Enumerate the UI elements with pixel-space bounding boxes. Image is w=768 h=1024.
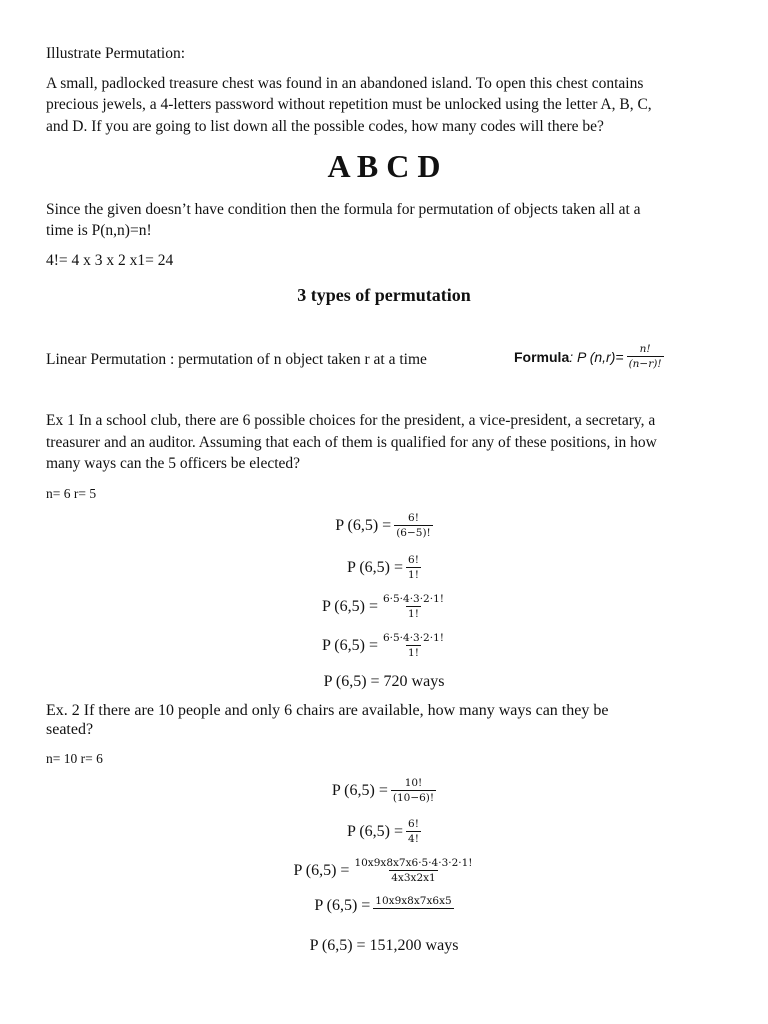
- step-lhs: P (6,5) =: [322, 597, 378, 615]
- ex2-step-1: [0, 777, 768, 804]
- step-denominator: 4x3x2x1: [391, 872, 436, 884]
- ex1-line-1: Ex 1 In a school club, there are 6 possible choices for the president, a vice-president, a secretary, a: [46, 412, 656, 429]
- problem-line-3: and D. If you are going to list down all the possible codes, how many codes will there be?: [46, 118, 604, 135]
- ex2-line-1: Ex. 2 If there are 10 people and only 6 chairs are available, how many ways can they be: [46, 702, 609, 719]
- step-numerator: 6!: [408, 512, 419, 524]
- ex2-step-4: [0, 897, 768, 915]
- step-fraction: [373, 895, 453, 909]
- step-fraction: [406, 554, 421, 581]
- step-denominator: (6−5)!: [396, 527, 431, 539]
- step-numerator: 6!: [408, 818, 419, 830]
- ex1-step-1: [0, 512, 768, 539]
- step-numerator: 6!: [408, 554, 419, 566]
- ex1-line-3: many ways can the 5 officers be elected?: [46, 455, 301, 472]
- step-fraction: [394, 512, 433, 539]
- ex2-given: n= 10 r= 6: [46, 751, 103, 766]
- step-fraction: [352, 857, 474, 884]
- step-denominator: 1!: [408, 647, 419, 659]
- step-denominator: 1!: [408, 569, 419, 581]
- step-fraction: [406, 818, 421, 845]
- ex1-line-2: treasurer and an auditor. Assuming that each of them is qualified for any of these positions, in how: [46, 434, 657, 451]
- ex2-step-2: [0, 818, 768, 845]
- step-lhs: P (6,5) =: [293, 861, 350, 879]
- step-numerator: 10!: [404, 777, 423, 789]
- step-lhs: P (6,5) =: [322, 636, 378, 654]
- ex1-step-4: [0, 632, 768, 659]
- ex1-step-3: [0, 593, 768, 620]
- step-fraction: [381, 593, 446, 620]
- ex1-step-2: [0, 554, 768, 581]
- ex2-answer: P (6,5) = 151,200 ways: [309, 937, 459, 954]
- ex1-given: n= 6 r= 5: [46, 486, 97, 501]
- ex2-line-2: seated?: [46, 721, 94, 738]
- step-fraction: [381, 632, 446, 659]
- formula-lhs: : P (n,r)=: [569, 348, 624, 365]
- linear-permutation-text: Linear Permutation : permutation of n object taken r at a time: [46, 351, 427, 368]
- step-fraction: [391, 777, 436, 804]
- linear-formula: [514, 343, 664, 370]
- step-lhs: P (6,5) =: [331, 781, 388, 799]
- section-title: 3 types of permutation: [297, 285, 471, 305]
- page-heading: Illustrate Permutation:: [46, 45, 186, 62]
- step-lhs: P (6,5) =: [335, 516, 392, 534]
- letters-display: A B C D: [327, 148, 441, 184]
- step-denominator: (10−6)!: [392, 792, 435, 804]
- formula-text-line-1: Since the given doesn’t have condition then the formula for permutation of objects taken all at a: [46, 201, 641, 218]
- step-numerator: 6·5·4·3·2·1!: [382, 632, 444, 644]
- step-lhs: P (6,5) =: [314, 897, 371, 914]
- ex1-answer: P (6,5) = 720 ways: [323, 673, 445, 690]
- formula-label: Formula: [514, 348, 570, 365]
- problem-line-1: A small, padlocked treasure chest was found in an abandoned island. To open this chest contains: [46, 75, 644, 92]
- formula-numerator: n!: [639, 343, 651, 355]
- step-denominator: 1!: [408, 608, 419, 620]
- step-denominator: 4!: [408, 833, 419, 845]
- step-numerator: 6·5·4·3·2·1!: [382, 593, 444, 605]
- problem-line-2: precious jewels, a 4-letters password without repetition must be unlocked using the letter A, B, C,: [46, 96, 652, 113]
- step-lhs: P (6,5) =: [347, 558, 404, 576]
- formula-text-line-2: time is P(n,n)=n!: [46, 222, 152, 239]
- ex2-step-3: [0, 857, 768, 884]
- factorial-calculation: 4!= 4 x 3 x 2 x1= 24: [46, 252, 174, 269]
- formula-denominator: (n−r)!: [628, 358, 662, 370]
- step-lhs: P (6,5) =: [347, 822, 404, 840]
- step-numerator: 10x9x8x7x6x5: [375, 895, 452, 907]
- formula-fraction: [627, 343, 664, 370]
- step-numerator: 10x9x8x7x6·5·4·3·2·1!: [354, 857, 473, 869]
